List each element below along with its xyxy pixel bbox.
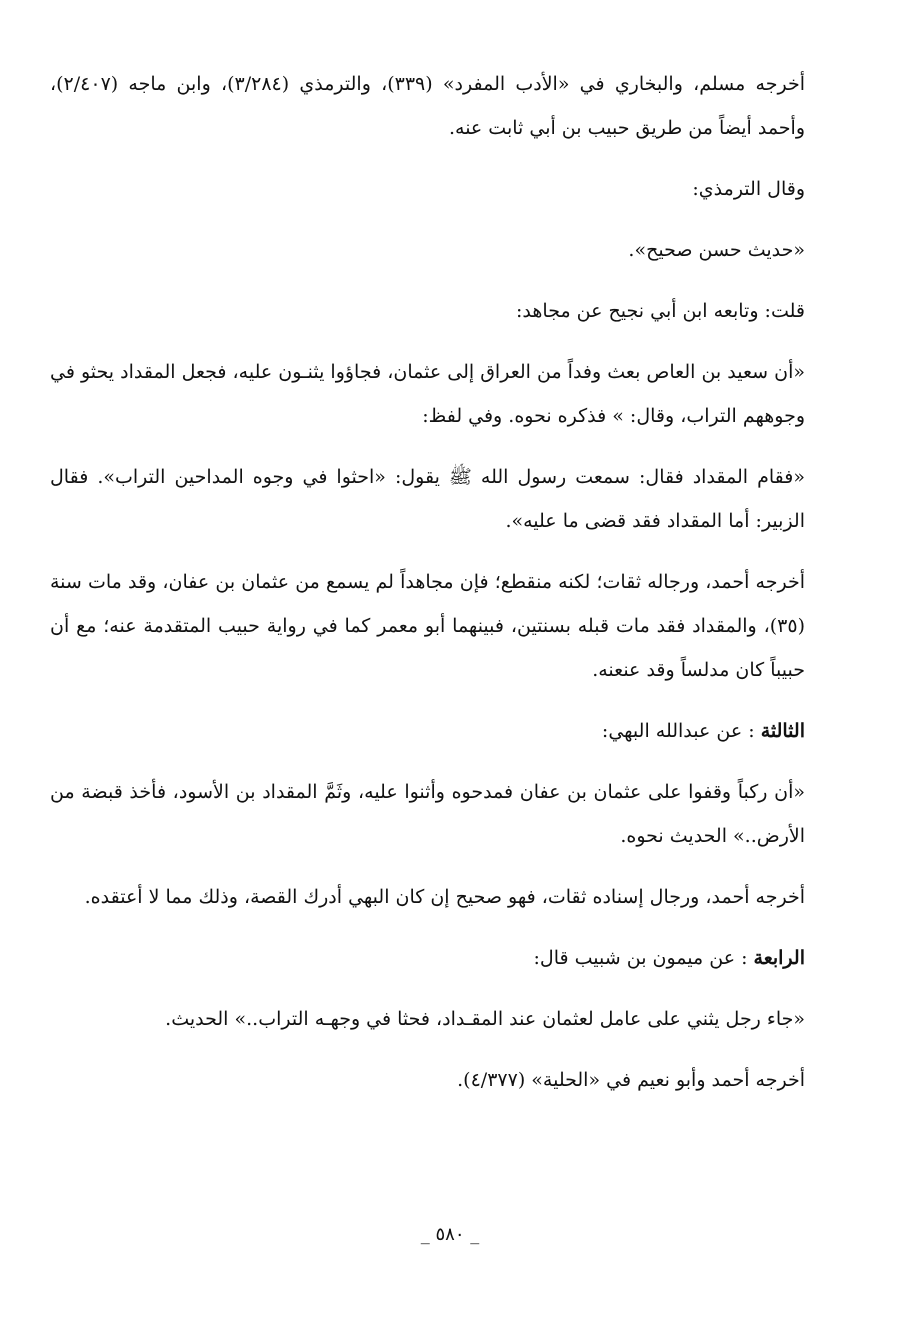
- page-number: _ ٥٨٠ _: [420, 1224, 480, 1245]
- heading-third: [50, 709, 805, 753]
- heading-fourth: [50, 936, 805, 980]
- heading-third-text: : عن عبدالله البهي:: [601, 720, 755, 742]
- paragraph-takhrij-muslim: أخرجه مسلم، والبخاري في «الأدب المفرد» (٣٣٩)، والترمذي (٣/٢٨٤)، وابن ماجه (٢/٤٠٧)، وأحمد أيضاً من طريق حبيب بن أبي ثابت عنه.: [50, 73, 805, 139]
- paragraph-tirmidhi-said: وقال الترمذي:: [692, 178, 805, 200]
- paragraph-miqdad-hadith: «فقام المقداد فقال: سمعت رسول الله ﷺ يقول: «احثوا في وجوه المداحين التراب». فقال الزبير: أما المقداد فقد قضى ما عليه».: [50, 466, 805, 532]
- paragraph-hilya: أخرجه أحمد وأبو نعيم في «الحلية» (٤/٣٧٧).: [457, 1069, 805, 1091]
- paragraph-munqati: أخرجه أحمد، ورجاله ثقات؛ لكنه منقطع؛ فإن مجاهداً لم يسمع من عثمان بن عفان، وقد مات سنة (٣٥)، والمقداد فقد مات قبله بسنتين، فبينهما أبو معمر كما في رواية حبيب المتقدمة عنه؛ مع أن حبيباً كان مدلساً وقد عنعنه.: [50, 571, 805, 681]
- heading-third-label: الثالثة: [760, 720, 805, 742]
- paragraph-said-ibn-al-as: «أن سعيد بن العاص بعث وفداً من العراق إلى عثمان، فجاؤوا يثنـون عليه، فجعل المقداد يحثو في وجوههم التراب، وقال: » فذكره نحوه. وفي لفظ:: [50, 361, 805, 427]
- paragraph-maymun-hadith: «جاء رجل يثني على عامل لعثمان عند المقـداد، فحثا في وجهـه التراب..» الحديث.: [165, 1008, 805, 1030]
- paragraph-bahi-grading: أخرجه أحمد، ورجال إسناده ثقات، فهو صحيح إن كان البهي أدرك القصة، وذلك مما لا أعتقده.: [84, 886, 805, 908]
- paragraph-rakb: «أن ركباً وقفوا على عثمان بن عفان فمدحوه وأثنوا عليه، وثَمَّ المقداد بن الأسود، فأخذ قبضة من الأرض..» الحديث نحوه.: [50, 781, 805, 847]
- paragraph-mutabaah: قلت: وتابعه ابن أبي نجيح عن مجاهد:: [516, 300, 805, 322]
- heading-fourth-text: : عن ميمون بن شبيب قال:: [533, 947, 748, 969]
- paragraph-hasan-sahih: «حديث حسن صحيح».: [628, 239, 805, 261]
- heading-fourth-label: الرابعة: [753, 947, 805, 969]
